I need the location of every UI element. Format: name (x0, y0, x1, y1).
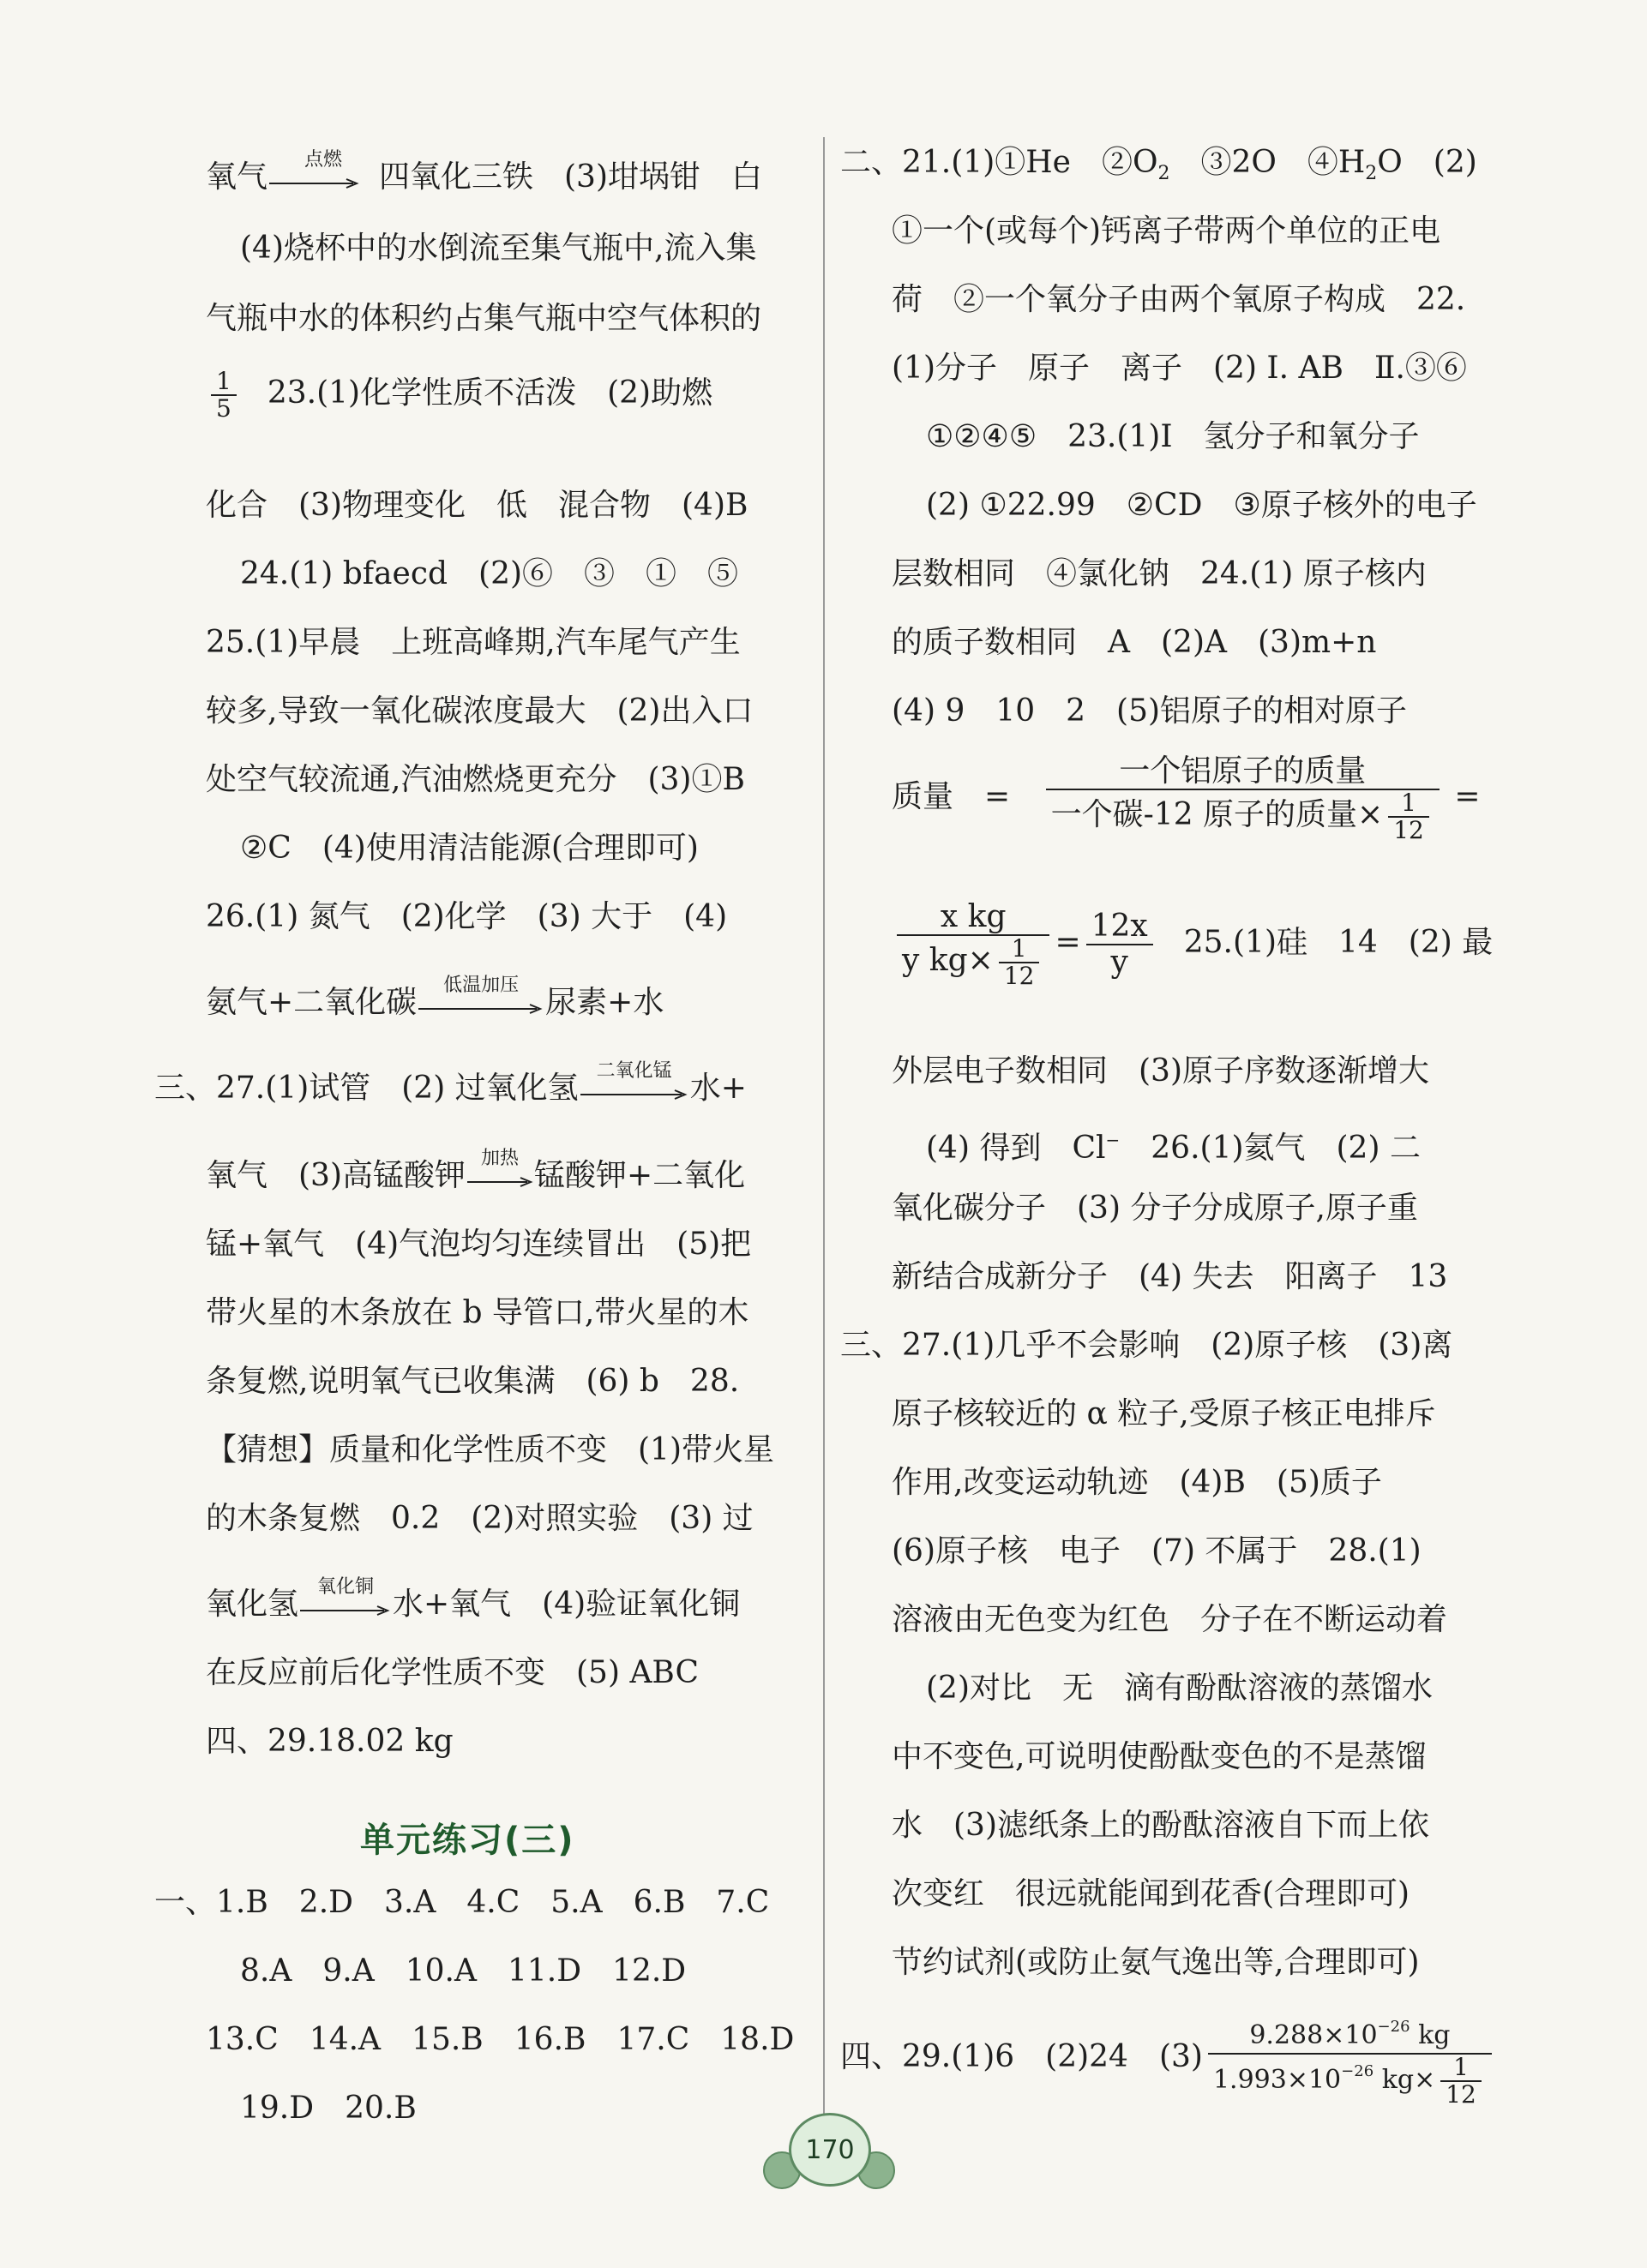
section-title: 单元练习(三) (360, 1821, 575, 1860)
answer-line: 的质子数相同 A (2)A (3)m+n (892, 625, 1377, 660)
answer-line: 氧化氢 氧化铜 水+氧气 (4)验证氧化铜 (206, 1576, 741, 1622)
answer-line: 气瓶中水的体积约占集气瓶中空气体积的 (206, 301, 762, 336)
answer-line: 氧化碳分子 (3) 分子分成原子,原子重 (892, 1191, 1418, 1226)
answer-line: (2)对比 无 滴有酚酞溶液的蒸馏水 (926, 1671, 1433, 1706)
answer-line: 较多,导致一氧化碳浓度最大 (2)出入口 (206, 693, 754, 729)
answer-line: x kg y kg× $\frac{1}{12}$ = $\frac{12x}{y}$ 25.(1)硅 14 (2) 最 (892, 891, 1493, 994)
answer-line: (4) 9 10 2 (5)铝原子的相对原子 (892, 693, 1408, 729)
reaction-arrow: 氧化铜 (298, 1586, 393, 1623)
answer-line: 节约试剂(或防止氨气逸出等,合理即可) (892, 1945, 1420, 1980)
answer-line: 外层电子数相同 (3)原子序数逐渐增大 (892, 1053, 1429, 1089)
answer-line: 原子核较近的 α 粒子,受原子核正电排斥 (892, 1396, 1436, 1431)
answer-line: 四、29.18.02 kg (206, 1724, 454, 1759)
fraction: $\frac{1}{12}$ (1440, 2055, 1482, 2108)
fraction: x kg y kg× $\frac{1}{12}$ (897, 900, 1049, 989)
answer-line: 氧气 (3)高锰酸钾 加热 锰酸钾+二氧化 (206, 1148, 746, 1193)
fraction: $\frac{1}{12}$ (1388, 790, 1429, 843)
answer-line: 氨气+二氧化碳 低温加压 尿素+水 (206, 975, 664, 1020)
answer-line: 【猜想】质量和化学性质不变 (1)带火星 (206, 1432, 774, 1467)
answer-line: 层数相同 ④氯化钠 24.(1) 原子核内 (892, 556, 1427, 591)
fraction: $\frac{1}{5}$ (211, 369, 237, 422)
answer-line: (4)烧杯中的水倒流至集气瓶中,流入集 (240, 231, 757, 266)
answer-line: 新结合成新分子 (4) 失去 阳离子 13 (892, 1259, 1448, 1294)
answer-line: 氧气 点燃 四氧化三铁 (3)坩埚钳 白 (206, 149, 763, 195)
answer-line: (6)原子核 电子 (7) 不属于 28.(1) (892, 1533, 1422, 1569)
answer-line: 荷 ②一个氧分子由两个氧原子构成 22. (892, 282, 1466, 317)
answer-line: 水 (3)滤纸条上的酚酞溶液自下而上依 (892, 1808, 1429, 1843)
answer-line: 化合 (3)物理变化 低 混合物 (4)B (206, 488, 748, 523)
answer-line: ②C (4)使用清洁能源(合理即可) (240, 831, 699, 866)
answer-line: 质量 = 一个铝原子的质量 一个碳-12 原子的质量× $\frac{1}{12}$ = (892, 753, 1481, 844)
answer-line: 二、21.(1)①He $②O_2$ ③2O $④H_2O$ (2) (840, 145, 1477, 184)
reaction-arrow: 点燃 (267, 159, 379, 196)
reaction-arrow: 加热 (466, 1157, 534, 1195)
column-divider (823, 137, 825, 2126)
fraction: $\frac{1}{12}$ (999, 936, 1040, 989)
page-number: 170 (789, 2113, 871, 2187)
answer-line: 作用,改变运动轨迹 (4)B (5)质子 (892, 1465, 1382, 1500)
answer-line: 24.(1) bfaecd (2)⑥ ③ ① ⑤ (240, 556, 739, 591)
answer-line: ①一个(或每个)钙离子带两个单位的正电 (892, 213, 1441, 249)
answer-line: ①②④⑤ 23.(1)Ⅰ 氢分子和氧分子 (926, 419, 1420, 454)
answer-line: 四、29.(1)6 (2)24 (3) $9.288\times 10^{-26}$ kg $1.993\times 10^{-26}$ kg× $\frac{1}{12}$ (840, 2010, 1497, 2108)
answer-line: 条复燃,说明氧气已收集满 (6) b 28. (206, 1364, 740, 1399)
answer-line: 13.C 14.A 15.B 16.B 17.C 18.D (206, 2022, 795, 2057)
answer-line: $\frac{1}{5}$ 23.(1)化学性质不活泼 (2)助燃 (206, 369, 712, 422)
reaction-arrow: 二氧化锰 (579, 1070, 690, 1107)
answer-line: 中不变色,可说明使酚酞变色的不是蒸馏 (892, 1739, 1427, 1774)
answer-line: (2) ①22.99 ②CD ③原子核外的电子 (926, 488, 1477, 523)
answer-line: 一、1.B 2.D 3.A 4.C 5.A 6.B 7.C (154, 1885, 770, 1920)
fraction: 一个铝原子的质量 一个碳-12 原子的质量× $\frac{1}{12}$ (1046, 754, 1440, 843)
fraction: $9.288\times 10^{-26}$ kg $1.993\times 10^{-26}$ kg× $\frac{1}{12}$ (1208, 2010, 1492, 2108)
answer-line: 溶液由无色变为红色 分子在不断运动着 (892, 1602, 1448, 1637)
answer-line: (1)分子 原子 离子 (2) Ⅰ. AB Ⅱ.③⑥ (892, 351, 1467, 386)
answer-line: (4) 得到 Cl− 26.(1)氦气 (2) 二 (926, 1130, 1421, 1166)
answer-line: 19.D 20.B (240, 2091, 417, 2126)
fraction: $\frac{12x}{y}$ (1086, 909, 1153, 980)
reaction-arrow: 低温加压 (417, 984, 545, 1022)
answer-line: 8.A 9.A 10.A 11.D 12.D (240, 1953, 687, 1989)
answer-line: 26.(1) 氮气 (2)化学 (3) 大于 (4) (206, 899, 728, 934)
answer-line: 次变红 很远就能闻到花香(合理即可) (892, 1876, 1410, 1911)
answer-line: 处空气较流通,汽油燃烧更充分 (3)①B (206, 762, 745, 797)
answer-line: 三、27.(1)几乎不会影响 (2)原子核 (3)离 (840, 1328, 1453, 1363)
answer-line: 在反应前后化学性质不变 (5) ABC (206, 1655, 700, 1690)
answer-line: 锰+氧气 (4)气泡均匀连续冒出 (5)把 (206, 1227, 752, 1262)
answer-line: 的木条复燃 0.2 (2)对照实验 (3) 过 (206, 1501, 754, 1536)
page-number-badge (763, 2104, 892, 2199)
answer-line: 带火星的木条放在 b 导管口,带火星的木 (206, 1295, 749, 1330)
answer-line: 25.(1)早晨 上班高峰期,汽车尾气产生 (206, 625, 741, 660)
answer-line: 三、27.(1)试管 (2) 过氧化氢 二氧化锰 水+ (154, 1060, 747, 1106)
